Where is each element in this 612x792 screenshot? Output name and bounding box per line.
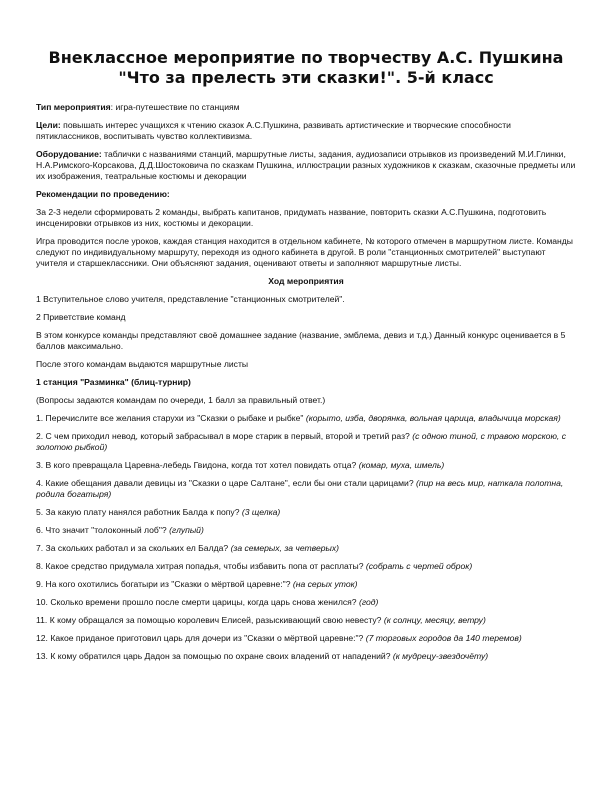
question-text: 2. С чем приходил невод, который забрасывал в море старик в первый, второй и третий раз? xyxy=(36,431,413,441)
question-item xyxy=(36,543,576,554)
question-item xyxy=(36,478,576,500)
recommendation-1: За 2-3 недели сформировать 2 команды, выбрать капитанов, придумать название, повторить сказки А.С.Пушкина, подготовить инсценировки отрывков из них, костюмы и декорации. xyxy=(36,207,547,228)
answer-text: (на серых уток) xyxy=(292,579,358,589)
step-2: 2 Приветствие команд xyxy=(36,312,126,322)
station-1-heading: 1 станция "Разминка" (блиц-турнир) xyxy=(36,377,191,387)
question-item xyxy=(36,633,576,644)
answer-text: (корыто, изба, дворянка, вольная царица, владычица морская) xyxy=(305,413,561,423)
equipment-label: Оборудование: xyxy=(36,149,102,159)
answer-text: (3 щелка) xyxy=(241,507,281,517)
equipment-paragraph xyxy=(36,149,576,182)
title-line-1: Внеклассное мероприятие по творчеству А.С. Пушкина xyxy=(48,48,564,67)
route-text: После этого командам выдаются маршрутные листы xyxy=(36,359,249,369)
question-item xyxy=(36,651,576,662)
question-text: 4. Какие обещания давали девицы из "Сказки о царе Салтане", если бы они стали царицами? xyxy=(36,478,417,488)
answer-text: (собрать с чертей оброк) xyxy=(365,561,473,571)
question-text: 12. Какое приданое приготовил царь для дочери из "Сказки о мёртвой царевне:"? xyxy=(36,633,366,643)
answer-text: (комар, муха, шмель) xyxy=(358,460,445,470)
answer-text: (7 торговых городов да 140 теремов) xyxy=(365,633,522,643)
greeting-text: В этом конкурсе команды представляют своё домашнее задание (название, эмблема, девиз и т.д.) Данный конкурс оценивается в 5 баллов максимально. xyxy=(36,330,566,351)
question-text: 13. К кому обратился царь Дадон за помощью по охране своих владений от нападений? xyxy=(36,651,393,661)
question-text: 1. Перечислите все желания старухи из "Сказки о рыбаке и рыбке" xyxy=(36,413,306,423)
answer-text: (к мудрецу-звездочёту) xyxy=(392,651,489,661)
answer-text: (за семерых, за четверых) xyxy=(230,543,340,553)
equipment-text: таблички с названиями станций, маршрутные листы, задания, аудиозаписи отрывков из произведений М.И.Глинки, Н.А.Римского-Корсакова, Д.Д.Шостоковича по сказкам Пушкина, иллюстрации разных художников к сказкам, сказочные предметы или их изображения, театральные костюмы и декорации xyxy=(36,149,576,181)
question-text: 7. За скольких работал и за скольких ел Балда? xyxy=(36,543,231,553)
question-item xyxy=(36,525,576,536)
title-line-2: "Что за прелесть эти сказки!". 5-й класс xyxy=(118,68,494,87)
question-text: 6. Что значит "толоконный лоб"? xyxy=(36,525,170,535)
type-text: : игра-путешествие по станциям xyxy=(110,102,240,112)
question-item xyxy=(36,413,576,424)
course-heading: Ход мероприятия xyxy=(268,276,344,286)
answer-text: (пир на весь мир, наткала полотна, родила богатыря) xyxy=(36,478,564,499)
type-label: Тип мероприятия xyxy=(36,102,111,112)
recommendations-heading: Рекомендации по проведению: xyxy=(36,189,170,199)
question-text: 8. Какое средство придумала хитрая попадья, чтобы избавить попа от расплаты? xyxy=(36,561,366,571)
answer-text: (к солнцу, месяцу, ветру) xyxy=(383,615,486,625)
goals-paragraph xyxy=(36,120,576,142)
answer-text: (год) xyxy=(358,597,379,607)
step-1: 1 Вступительное слово учителя, представление "станционных смотрителей". xyxy=(36,294,345,304)
document-page xyxy=(36,48,576,669)
recommendation-2: Игра проводится после уроков, каждая станция находится в отдельном кабинете, № которого отмечен в маршрутном листе. Команды следуют по индивидуальному маршруту, переходя из одного кабинета в другой. В роли "станционных смотрителей" выступают учителя и старшеклассники. Они объясняют задания, оценивают ответы и заполняют маршрутные листы. xyxy=(36,236,573,268)
type-paragraph xyxy=(36,102,576,113)
question-text: 5. За какую плату нанялся работник Балда к попу? xyxy=(36,507,242,517)
document-title xyxy=(36,48,576,88)
question-item xyxy=(36,615,576,626)
question-text: 9. На кого охотились богатыри из "Сказки о мёртвой царевне:"? xyxy=(36,579,293,589)
question-text: 3. В кого превращала Царевна-лебедь Гвидона, когда тот хотел повидать отца? xyxy=(36,460,359,470)
question-list xyxy=(36,413,576,662)
answer-text: (глупый) xyxy=(169,525,204,535)
goals-label: Цели: xyxy=(36,120,61,130)
goals-text: повышать интерес учащихся к чтению сказок А.С.Пушкина, развивать артистические и творческие способности пятиклассников, воспитывать чувство коллективизма. xyxy=(36,120,511,141)
question-item xyxy=(36,431,576,453)
question-text: 11. К кому обращался за помощью королевич Елисей, разыскивающий свою невесту? xyxy=(36,615,384,625)
station-1-note: (Вопросы задаются командам по очереди, 1 балл за правильный ответ.) xyxy=(36,395,326,405)
question-item xyxy=(36,579,576,590)
answer-text: (с одною тиной, с травою морскою, с золотою рыбкой) xyxy=(36,431,566,452)
question-item xyxy=(36,561,576,572)
question-item xyxy=(36,460,576,471)
question-item xyxy=(36,507,576,518)
question-item xyxy=(36,597,576,608)
question-text: 10. Сколько времени прошло после смерти царицы, когда царь снова женился? xyxy=(36,597,359,607)
